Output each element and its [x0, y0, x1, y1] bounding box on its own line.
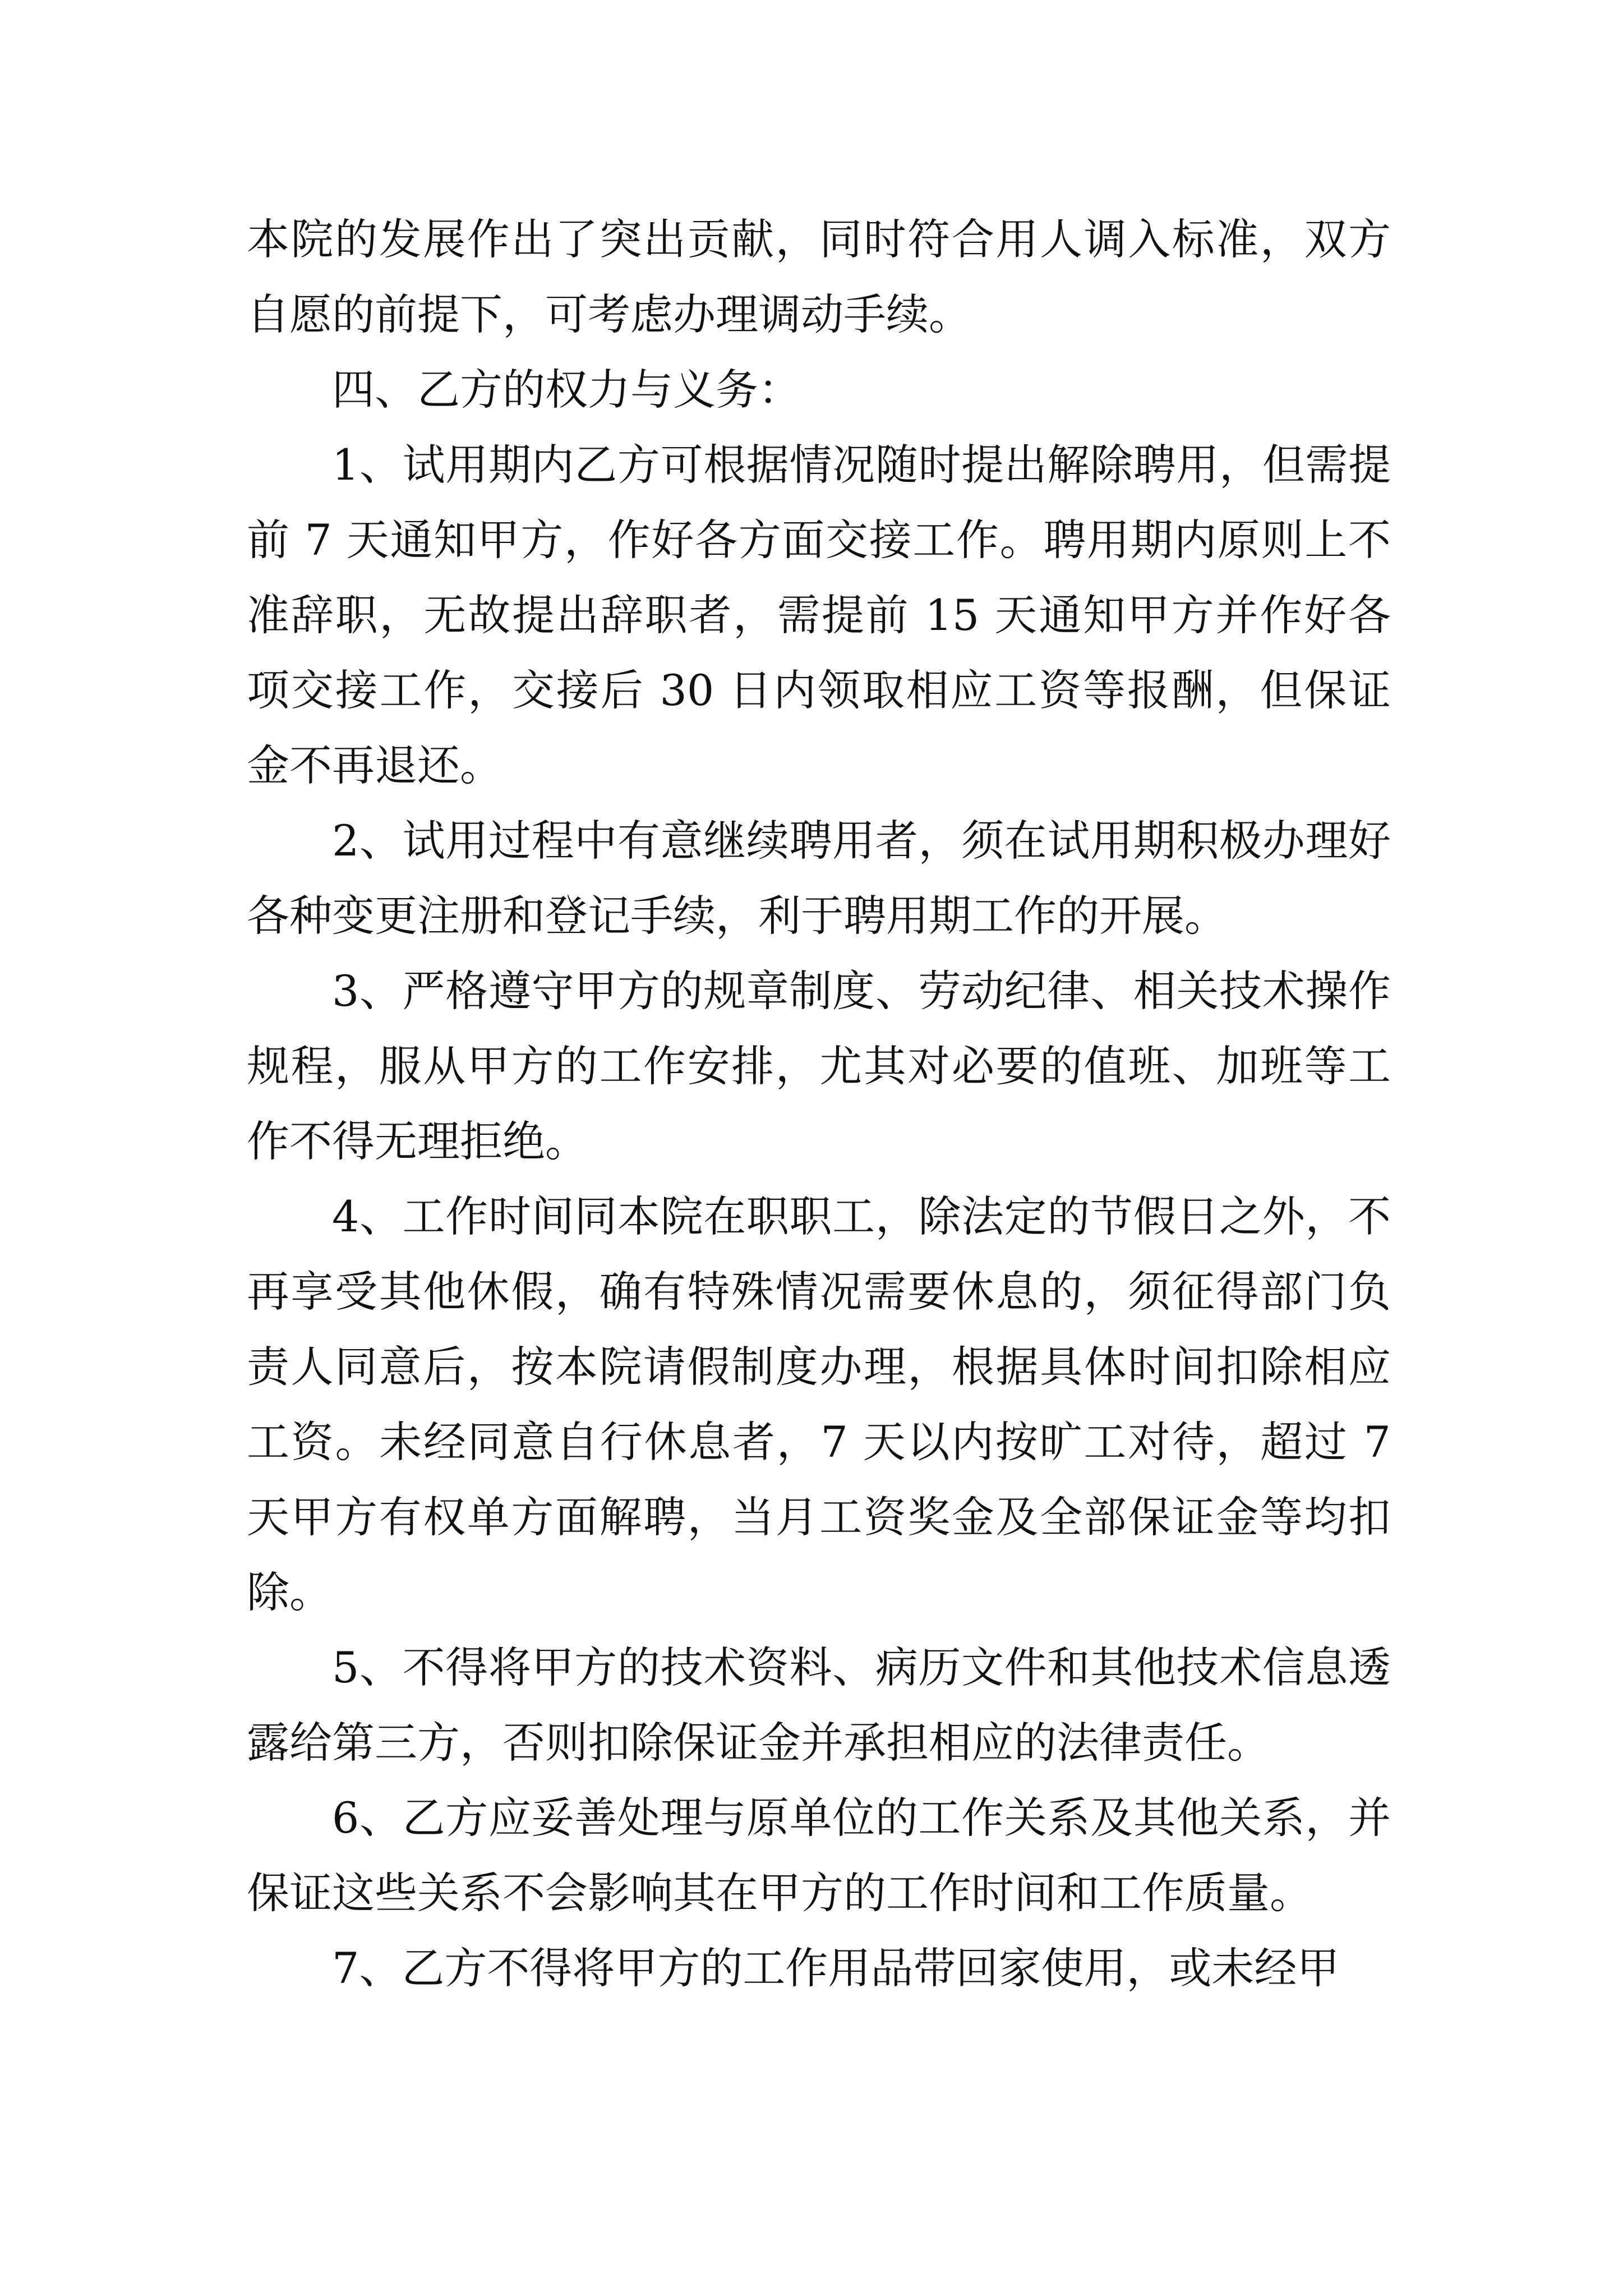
document-page [247, 202, 1391, 2006]
paragraph-continuation: 本院的发展作出了突出贡献，同时符合用人调入标准，双方自愿的前提下，可考虑办理调动手续。 [247, 214, 1391, 339]
clause-4: 4、工作时间同本院在职职工，除法定的节假日之外，不再享受其他休假，确有特殊情况需要休息的，须征得部门负责人同意后，按本院请假制度办理，根据具体时间扣除相应工资。未经同意自行休息者，7 天以内按旷工对待，超过 7 天甲方有权单方面解聘，当月工资奖金及全部保证金等均扣除。 [247, 1191, 1391, 1617]
clause-7: 7、乙方不得将甲方的工作用品带回家使用，或未经甲 [332, 1943, 1340, 1993]
clause-1: 1、试用期内乙方可根据情况随时提出解除聘用，但需提前 7 天通知甲方，作好各方面交接工作。聘用期内原则上不准辞职，无故提出辞职者，需提前 15 天通知甲方并作好各项交接工作，交接后 30 日内领取相应工资等报酬，但保证金不再退还。 [247, 440, 1391, 790]
clause-2: 2、试用过程中有意继续聘用者，须在试用期积极办理好各种变更注册和登记手续，利于聘用期工作的开展。 [247, 816, 1391, 941]
clause-5: 5、不得将甲方的技术资料、病历文件和其他技术信息透露给第三方，否则扣除保证金并承担相应的法律责任。 [247, 1642, 1391, 1768]
section-heading-rights-obligations: 四、乙方的权力与义务： [332, 365, 801, 415]
clause-6: 6、乙方应妥善处理与原单位的工作关系及其他关系，并保证这些关系不会影响其在甲方的工作时间和工作质量。 [247, 1793, 1391, 1918]
clause-3: 3、严格遵守甲方的规章制度、劳动纪律、相关技术操作规程，服从甲方的工作安排，尤其对必要的值班、加班等工作不得无理拒绝。 [247, 966, 1391, 1166]
